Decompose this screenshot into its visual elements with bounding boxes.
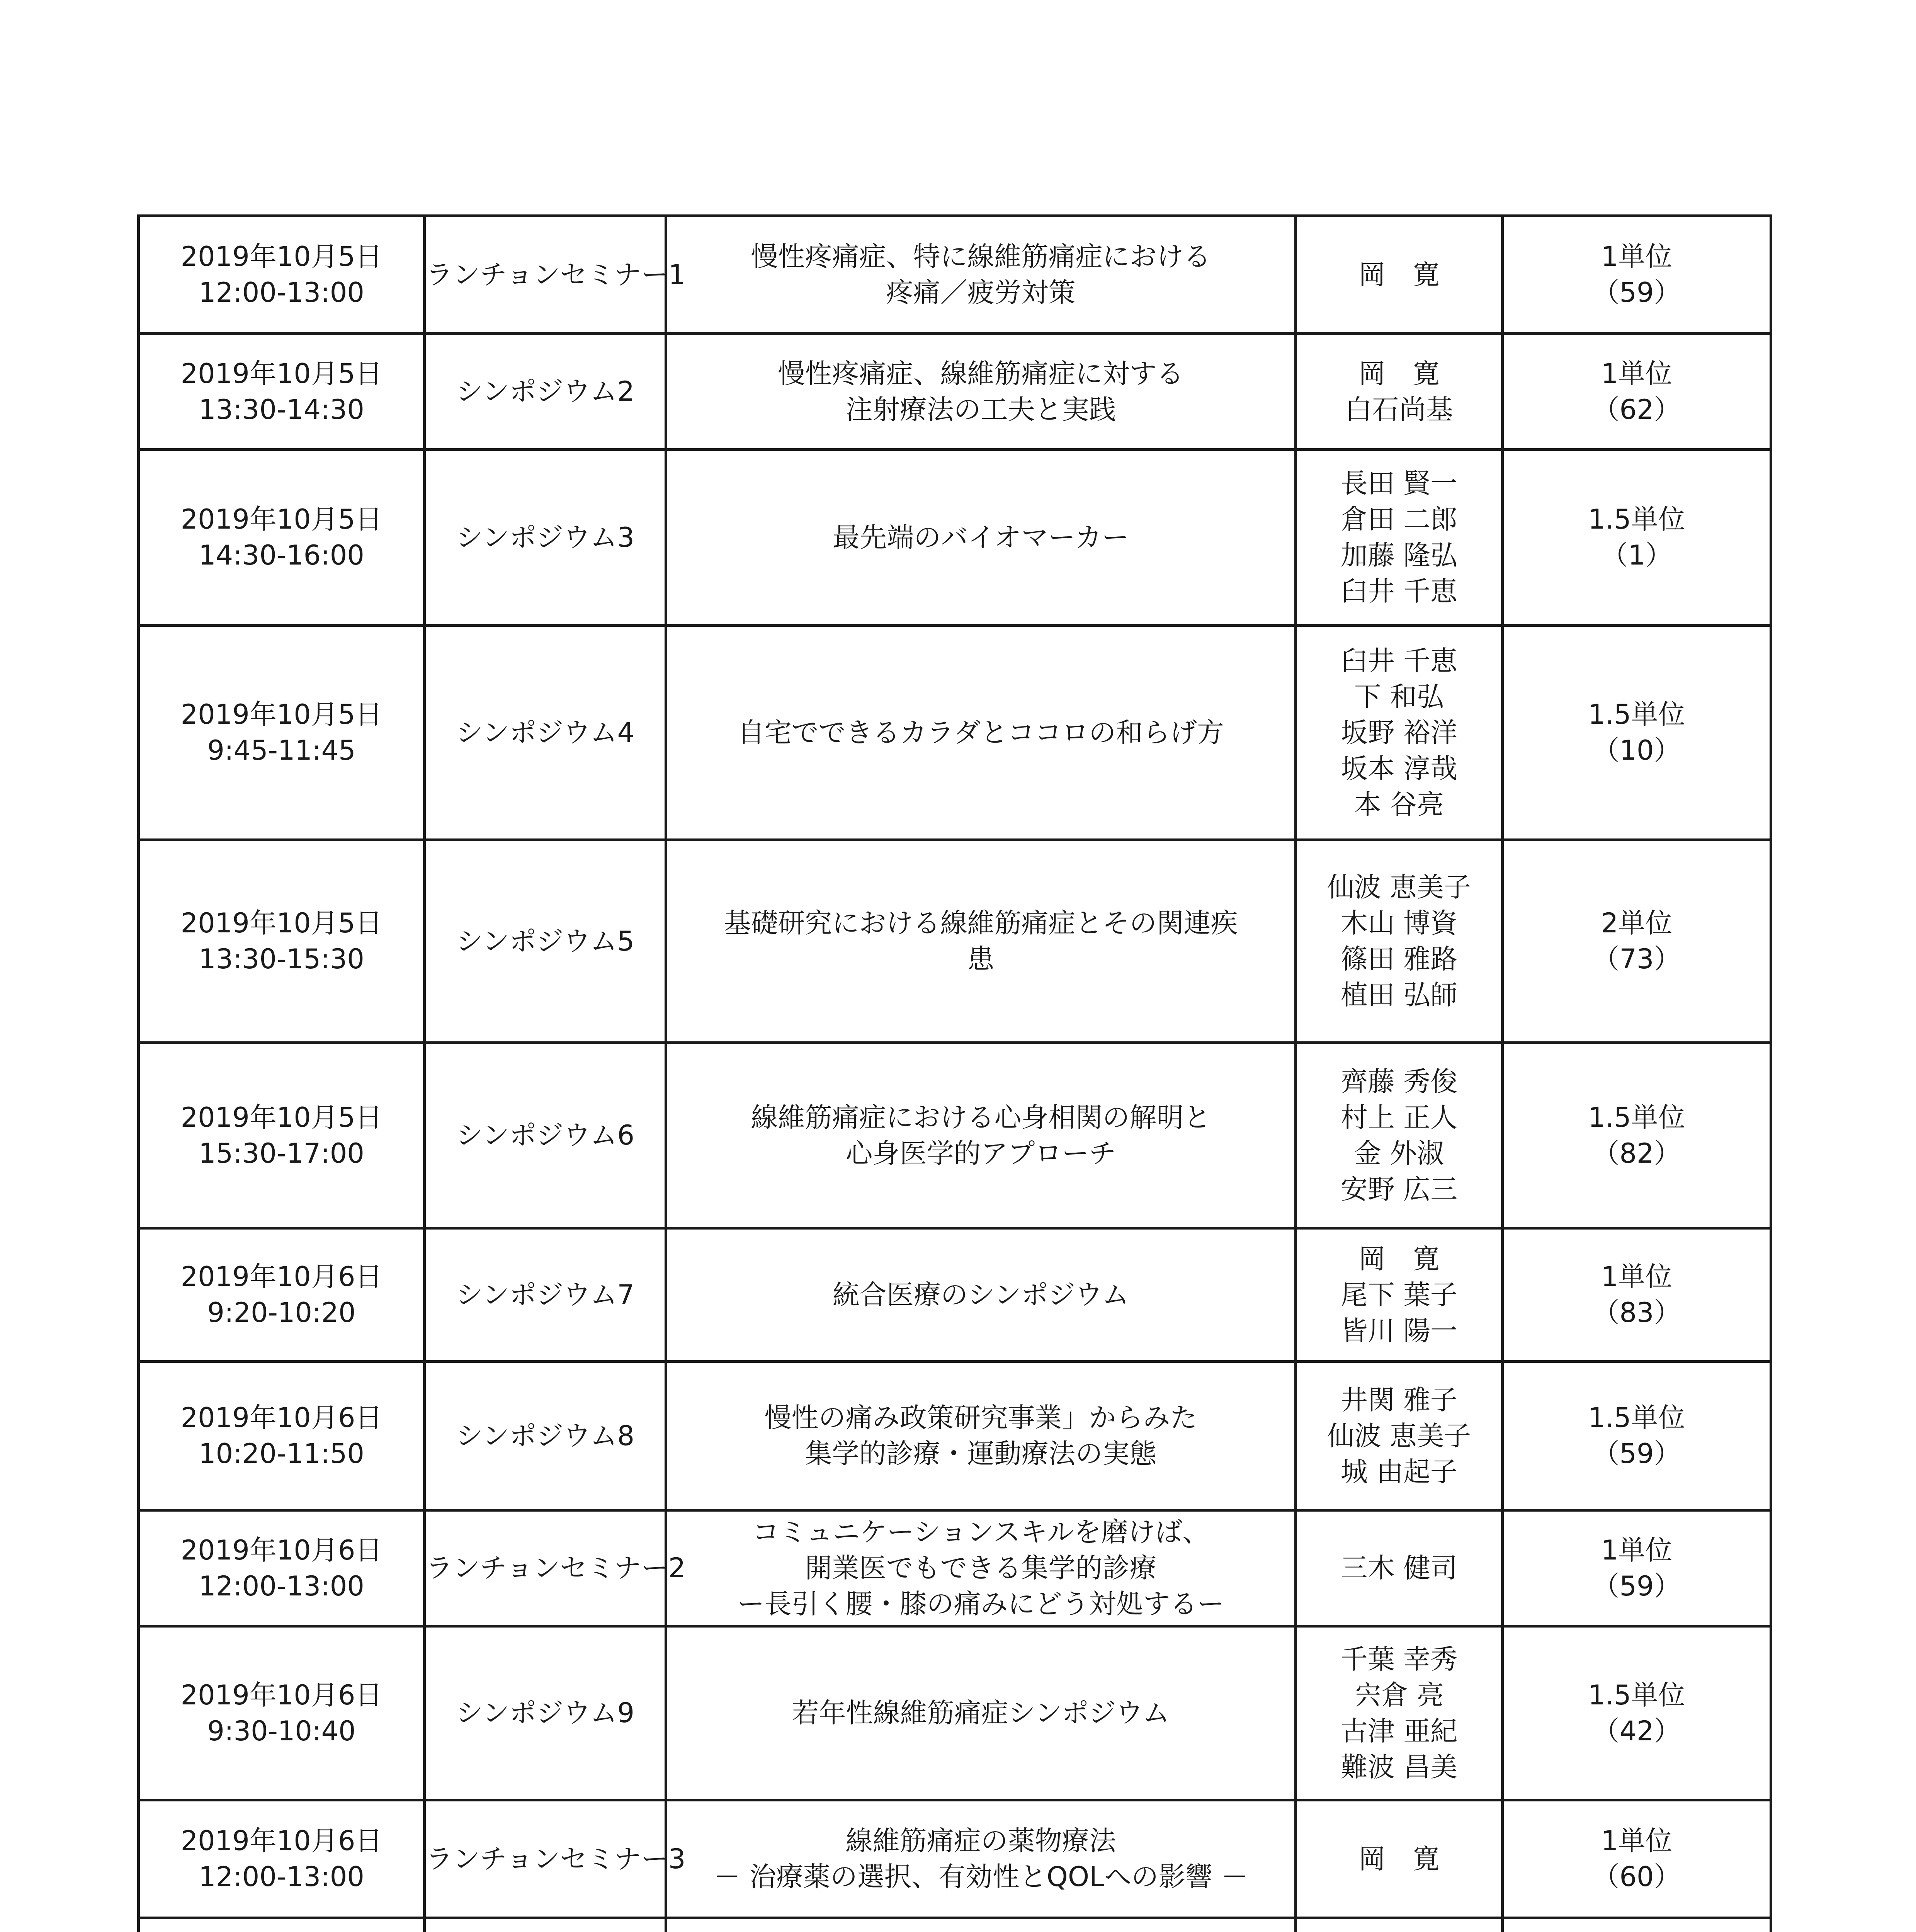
- speaker-name: 岡 寛: [1358, 1243, 1440, 1275]
- session-title-line: 最先端のバイオマーカー: [833, 521, 1129, 553]
- session-date: 2019年10月5日: [180, 699, 383, 730]
- session-speakers: [1296, 1918, 1503, 1932]
- speaker-name: 井関 雅子: [1340, 1384, 1458, 1416]
- session-row: [139, 1800, 1771, 1918]
- session-type-label: シンポジウム6: [456, 1119, 635, 1151]
- session-time: 9:20-10:20: [207, 1297, 356, 1328]
- session-speakers: [1296, 1362, 1503, 1510]
- session-credit-count: （62）: [1592, 393, 1681, 425]
- session-row: [139, 1043, 1771, 1228]
- session-type: [425, 334, 666, 450]
- speaker-name: 木山 博資: [1340, 907, 1458, 939]
- session-title-line: 注射療法の工夫と実践: [845, 393, 1116, 425]
- session-credits: [1503, 840, 1771, 1043]
- session-datetime: [139, 216, 425, 334]
- session-type-label: シンポジウム3: [456, 521, 635, 553]
- session-datetime: [139, 1510, 425, 1626]
- session-datetime: [139, 1626, 425, 1800]
- session-date: 2019年10月5日: [180, 241, 383, 272]
- session-date: 2019年10月6日: [180, 1679, 383, 1711]
- session-time: 9:45-11:45: [207, 735, 356, 766]
- session-credits: [1503, 1918, 1771, 1932]
- speaker-name: 下 和弘: [1354, 680, 1444, 713]
- session-credits: [1503, 334, 1771, 450]
- session-date: 2019年10月5日: [180, 357, 383, 389]
- session-type-label: シンポジウム8: [456, 1420, 635, 1452]
- session-title: [666, 1362, 1296, 1510]
- session-title-line: 慢性の痛み政策研究事業」からみた: [764, 1402, 1197, 1434]
- session-speakers: [1296, 840, 1503, 1043]
- session-title-line: コミュニケーションスキルを磨けば、: [752, 1516, 1209, 1548]
- session-speakers: [1296, 626, 1503, 840]
- session-time: 12:00-13:00: [199, 277, 364, 308]
- session-row: [139, 840, 1771, 1043]
- speaker-name: 三木 健司: [1340, 1552, 1458, 1584]
- speaker-name: 白石尚基: [1345, 393, 1453, 425]
- session-title-line: 患: [967, 943, 995, 975]
- session-credit-units: 1単位: [1601, 241, 1673, 272]
- session-date: 2019年10月6日: [180, 1825, 383, 1857]
- session-datetime: [139, 1228, 425, 1362]
- speaker-name: 古津 亜紀: [1340, 1715, 1458, 1747]
- speaker-name: 宍倉 亮: [1354, 1679, 1444, 1711]
- speaker-name: 仙波 恵美子: [1327, 1420, 1471, 1452]
- session-credit-count: （83）: [1592, 1297, 1681, 1328]
- session-type: [425, 450, 666, 626]
- session-time: 12:00-13:00: [199, 1570, 364, 1602]
- session-speakers: [1296, 450, 1503, 626]
- session-type-label: シンポジウム4: [456, 716, 635, 748]
- speaker-name: 尾下 葉子: [1340, 1279, 1458, 1311]
- session-row: [139, 1918, 1771, 1932]
- speaker-name: 千葉 幸秀: [1340, 1643, 1458, 1675]
- session-type: [425, 840, 666, 1043]
- session-row: [139, 1626, 1771, 1800]
- session-title: [666, 450, 1296, 626]
- session-title: [666, 1800, 1296, 1918]
- speaker-name: 齊藤 秀俊: [1340, 1065, 1458, 1097]
- session-credits: [1503, 216, 1771, 334]
- session-title: [666, 1626, 1296, 1800]
- session-date: 2019年10月5日: [180, 1101, 383, 1133]
- speaker-name: 臼井 千恵: [1340, 575, 1458, 607]
- session-credit-count: （60）: [1592, 1861, 1681, 1893]
- speaker-name: 金 外淑: [1354, 1137, 1444, 1169]
- sessions-table: [137, 214, 1772, 1932]
- session-credits: [1503, 1626, 1771, 1800]
- session-datetime: [139, 1043, 425, 1228]
- session-type: [425, 1800, 686, 1918]
- session-type-label: シンポジウム2: [456, 376, 635, 407]
- session-time: 12:00-13:00: [199, 1861, 364, 1893]
- session-type: [425, 1362, 666, 1510]
- session-row: [139, 334, 1771, 450]
- session-date: 2019年10月6日: [180, 1261, 383, 1293]
- session-time: 13:30-15:30: [199, 943, 364, 975]
- session-credit-count: （1）: [1601, 539, 1673, 571]
- speaker-name: 坂本 淳哉: [1340, 752, 1458, 784]
- session-type-label: ランチョンセミナー1: [426, 259, 686, 291]
- session-datetime: [139, 450, 425, 626]
- session-credit-count: （59）: [1592, 277, 1681, 308]
- session-credit-units: 1.5単位: [1588, 699, 1685, 730]
- session-credits: [1503, 1510, 1771, 1626]
- speaker-name: 篠田 雅路: [1340, 943, 1458, 975]
- session-type: [425, 1043, 666, 1228]
- session-row: [139, 450, 1771, 626]
- session-credits: [1503, 1043, 1771, 1228]
- session-title: [666, 1043, 1296, 1228]
- session-date: 2019年10月6日: [180, 1402, 383, 1434]
- session-credit-count: （82）: [1592, 1137, 1681, 1169]
- session-datetime: [139, 1800, 425, 1918]
- session-datetime: [139, 334, 425, 450]
- session-credit-units: 1単位: [1601, 357, 1673, 389]
- session-time: 13:30-14:30: [199, 393, 364, 425]
- session-type-label: シンポジウム7: [456, 1279, 635, 1311]
- session-type-label: シンポジウム5: [456, 925, 635, 957]
- speaker-name: 倉田 二郎: [1340, 503, 1458, 535]
- session-credit-units: 1.5単位: [1588, 1402, 1685, 1434]
- session-row: [139, 1228, 1771, 1362]
- session-speakers: [1296, 1626, 1503, 1800]
- session-credit-count: （42）: [1592, 1715, 1681, 1747]
- session-title: [666, 626, 1296, 840]
- speaker-name: 本 谷亮: [1354, 788, 1444, 820]
- session-credits: [1503, 626, 1771, 840]
- session-title-line: 自宅でできるカラダとココロの和らげ方: [737, 716, 1224, 748]
- session-type-label: シンポジウム9: [456, 1697, 635, 1729]
- session-title: [666, 1510, 1296, 1626]
- session-row: [139, 1510, 1771, 1626]
- speaker-name: 岡 寛: [1358, 259, 1440, 291]
- session-credit-units: 1単位: [1601, 1825, 1673, 1857]
- speaker-name: 岡 寛: [1358, 1843, 1440, 1875]
- session-title: [666, 1918, 1296, 1932]
- session-title-line: 開業医でもできる集学的診療: [805, 1552, 1157, 1584]
- speaker-name: 坂野 裕洋: [1340, 716, 1458, 748]
- session-speakers: [1296, 1510, 1503, 1626]
- session-credit-count: （73）: [1592, 943, 1681, 975]
- session-datetime: [139, 840, 425, 1043]
- session-speakers: [1296, 216, 1503, 334]
- session-type: [425, 626, 666, 840]
- speaker-name: 城 由起子: [1340, 1456, 1458, 1488]
- session-title: [666, 334, 1296, 450]
- session-title-line: 線維筋痛症における心身相関の解明と: [751, 1101, 1211, 1133]
- speaker-name: 植田 弘師: [1340, 979, 1458, 1011]
- session-title-line: － 治療薬の選択、有効性とQOLへの影響 －: [713, 1861, 1248, 1893]
- session-credit-units: 1.5単位: [1588, 1101, 1685, 1133]
- session-credits: [1503, 450, 1771, 626]
- session-credit-units: 2単位: [1601, 907, 1673, 939]
- session-speakers: [1296, 1228, 1503, 1362]
- speaker-name: 皆川 陽一: [1340, 1315, 1458, 1347]
- session-credit-units: 1単位: [1601, 1261, 1673, 1293]
- session-time: 15:30-17:00: [199, 1137, 364, 1169]
- session-credit-count: （59）: [1592, 1570, 1681, 1602]
- speaker-name: 臼井 千恵: [1340, 645, 1458, 677]
- session-speakers: [1296, 1800, 1503, 1918]
- session-title-line: 疼痛／疲労対策: [886, 277, 1076, 308]
- session-credit-count: （10）: [1592, 735, 1681, 766]
- session-credit-units: 1単位: [1601, 1534, 1673, 1566]
- session-datetime: [139, 626, 425, 840]
- session-row: [139, 216, 1771, 334]
- session-datetime: [139, 1362, 425, 1510]
- session-title-line: ー長引く腰・膝の痛みにどう対処するー: [737, 1588, 1224, 1620]
- speaker-name: 加藤 隆弘: [1340, 539, 1458, 571]
- speaker-name: 岡 寛: [1358, 357, 1440, 389]
- session-time: 9:30-10:40: [207, 1715, 356, 1747]
- session-title-line: 線維筋痛症の薬物療法: [845, 1825, 1116, 1857]
- session-title-line: 慢性疼痛症、線維筋痛症に対する: [778, 357, 1184, 389]
- session-datetime: [139, 1918, 425, 1932]
- session-date: 2019年10月6日: [180, 1534, 383, 1566]
- session-type: [425, 216, 686, 334]
- speaker-name: 安野 広三: [1340, 1173, 1458, 1205]
- sessions-table-body: [139, 216, 1771, 1932]
- session-speakers: [1296, 1043, 1503, 1228]
- session-credit-count: （59）: [1592, 1438, 1681, 1469]
- session-title-line: 若年性線維筋痛症シンポジウム: [792, 1697, 1170, 1729]
- session-credits: [1503, 1228, 1771, 1362]
- session-title-line: 統合医療のシンポジウム: [832, 1279, 1129, 1311]
- session-title-line: 基礎研究における線維筋痛症とその関連疾: [724, 907, 1238, 939]
- session-type-label: ランチョンセミナー3: [426, 1843, 686, 1875]
- session-type: [425, 1510, 686, 1626]
- speaker-name: 村上 正人: [1340, 1101, 1458, 1133]
- session-title: [666, 216, 1296, 334]
- session-type: [425, 1626, 666, 1800]
- speaker-name: 難波 昌美: [1340, 1751, 1458, 1783]
- session-title: [666, 1228, 1296, 1362]
- session-type-label: ランチョンセミナー2: [426, 1552, 686, 1584]
- session-credit-units: 1.5単位: [1588, 1679, 1685, 1711]
- session-title-line: 心身医学的アプローチ: [845, 1137, 1116, 1169]
- session-title-line: 集学的診療・運動療法の実態: [805, 1438, 1157, 1469]
- session-title-line: 慢性疼痛症、特に線維筋痛症における: [751, 241, 1211, 272]
- session-credit-units: 1.5単位: [1588, 503, 1685, 535]
- session-type: [425, 1228, 666, 1362]
- session-title: [666, 840, 1296, 1043]
- session-time: 10:20-11:50: [199, 1438, 364, 1469]
- session-time: 14:30-16:00: [199, 539, 364, 571]
- session-credits: [1503, 1362, 1771, 1510]
- session-credits: [1503, 1800, 1771, 1918]
- session-speakers: [1296, 334, 1503, 450]
- session-row: [139, 626, 1771, 840]
- session-row: [139, 1362, 1771, 1510]
- speaker-name: 仙波 恵美子: [1327, 871, 1471, 903]
- speaker-name: 長田 賢一: [1340, 468, 1458, 499]
- session-date: 2019年10月5日: [180, 907, 383, 939]
- session-date: 2019年10月5日: [180, 503, 383, 535]
- session-type: [425, 1918, 666, 1932]
